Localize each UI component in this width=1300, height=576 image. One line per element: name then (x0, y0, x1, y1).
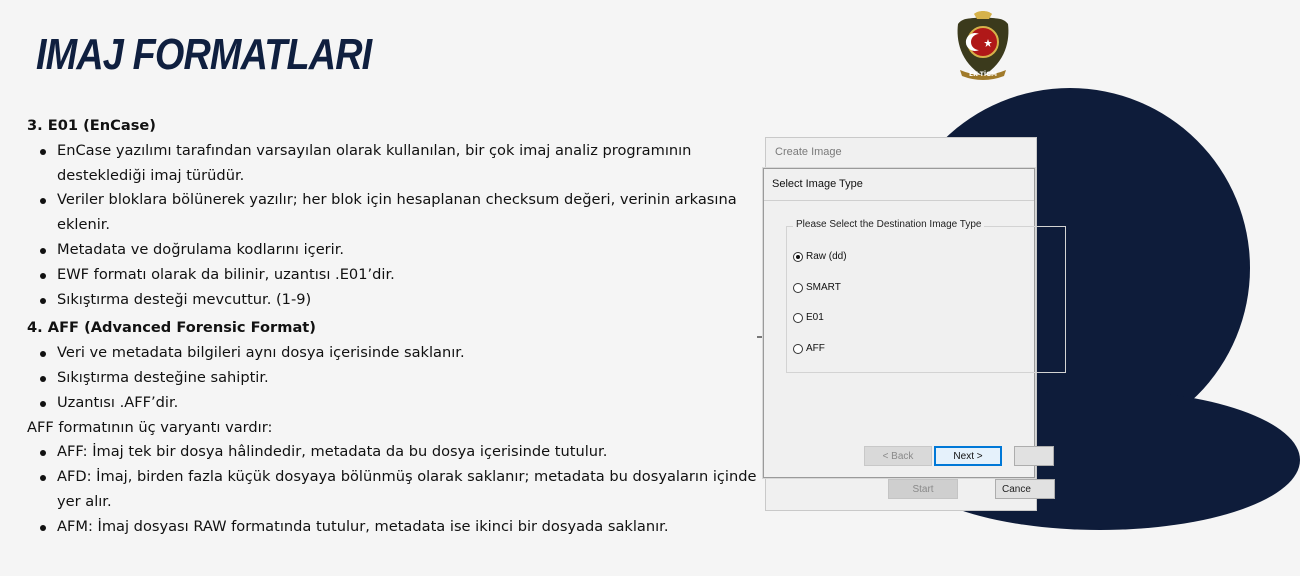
cancel-button[interactable]: Cance (995, 479, 1055, 499)
radio-option-aff[interactable] (793, 343, 825, 354)
section-heading-aff: 4. AFF (Advanced Forensic Format) (27, 319, 316, 337)
list-item: EWF formatı olarak da bilinir, uzantısı .E01’dir. (57, 263, 757, 288)
list-item: Metadata ve doğrulama kodlarını içerir. (57, 238, 757, 263)
select-image-type-dialog (763, 168, 1035, 478)
page-title: IMAJ FORMATLARI (36, 30, 372, 79)
logo-text: EK TİGM (968, 71, 998, 78)
radio-label: SMART (806, 282, 841, 293)
radio-icon[interactable] (793, 313, 803, 323)
group-label: Please Select the Destination Image Type (793, 219, 984, 230)
list-item: Veri ve metadata bilgileri aynı dosya içerisinde saklanır. (57, 341, 757, 366)
aff-variants-intro: AFF formatının üç varyantı vardır: (27, 418, 273, 436)
list-item: EnCase yazılımı tarafından varsayılan olarak kullanılan, bir çok imaj analiz programının desteklediği imaj türüdür. (57, 139, 757, 189)
aff-variants-list (27, 440, 757, 539)
radio-icon[interactable] (793, 283, 803, 293)
list-item: AFD: İmaj, birden fazla küçük dosyaya bölünmüş olarak saklanır; metadata bu dosyaların içinde yer alır. (57, 465, 757, 515)
section-heading-e01: 3. E01 (EnCase) (27, 117, 156, 134)
extra-button[interactable] (1014, 446, 1054, 466)
list-item: Uzantısı .AFF’dir. (57, 391, 757, 416)
radio-option-raw[interactable] (793, 251, 847, 262)
e01-bullet-list (27, 139, 757, 313)
radio-option-smart[interactable] (793, 282, 841, 293)
radio-label: AFF (806, 343, 825, 354)
image-type-group (786, 219, 1066, 373)
next-button[interactable]: Next > (934, 446, 1002, 466)
slide-content (27, 114, 757, 540)
radio-selected-icon[interactable] (793, 252, 803, 262)
radio-label: E01 (806, 312, 824, 323)
aff-bullet-list (27, 341, 757, 415)
dialog-title: Select Image Type (772, 178, 863, 190)
radio-option-e01[interactable] (793, 312, 824, 323)
list-item: AFM: İmaj dosyası RAW formatında tutulur, metadata ise ikinci bir dosyada saklanır. (57, 515, 757, 540)
emblem-logo (952, 10, 1014, 80)
list-item: Veriler bloklara bölünerek yazılır; her blok için hesaplanan checksum değeri, verinin arkasına eklenir. (57, 188, 757, 238)
radio-label: Raw (dd) (806, 251, 847, 262)
back-button[interactable]: < Back (864, 446, 932, 466)
radio-icon[interactable] (793, 344, 803, 354)
list-item: Sıkıştırma desteğine sahiptir. (57, 366, 757, 391)
start-button[interactable]: Start (888, 479, 958, 499)
list-item: AFF: İmaj tek bir dosya hâlindedir, metadata da bu dosya içerisinde tutulur. (57, 440, 757, 465)
list-item: Sıkıştırma desteği mevcuttur. (1-9) (57, 288, 757, 313)
window-title: Create Image (775, 146, 842, 158)
